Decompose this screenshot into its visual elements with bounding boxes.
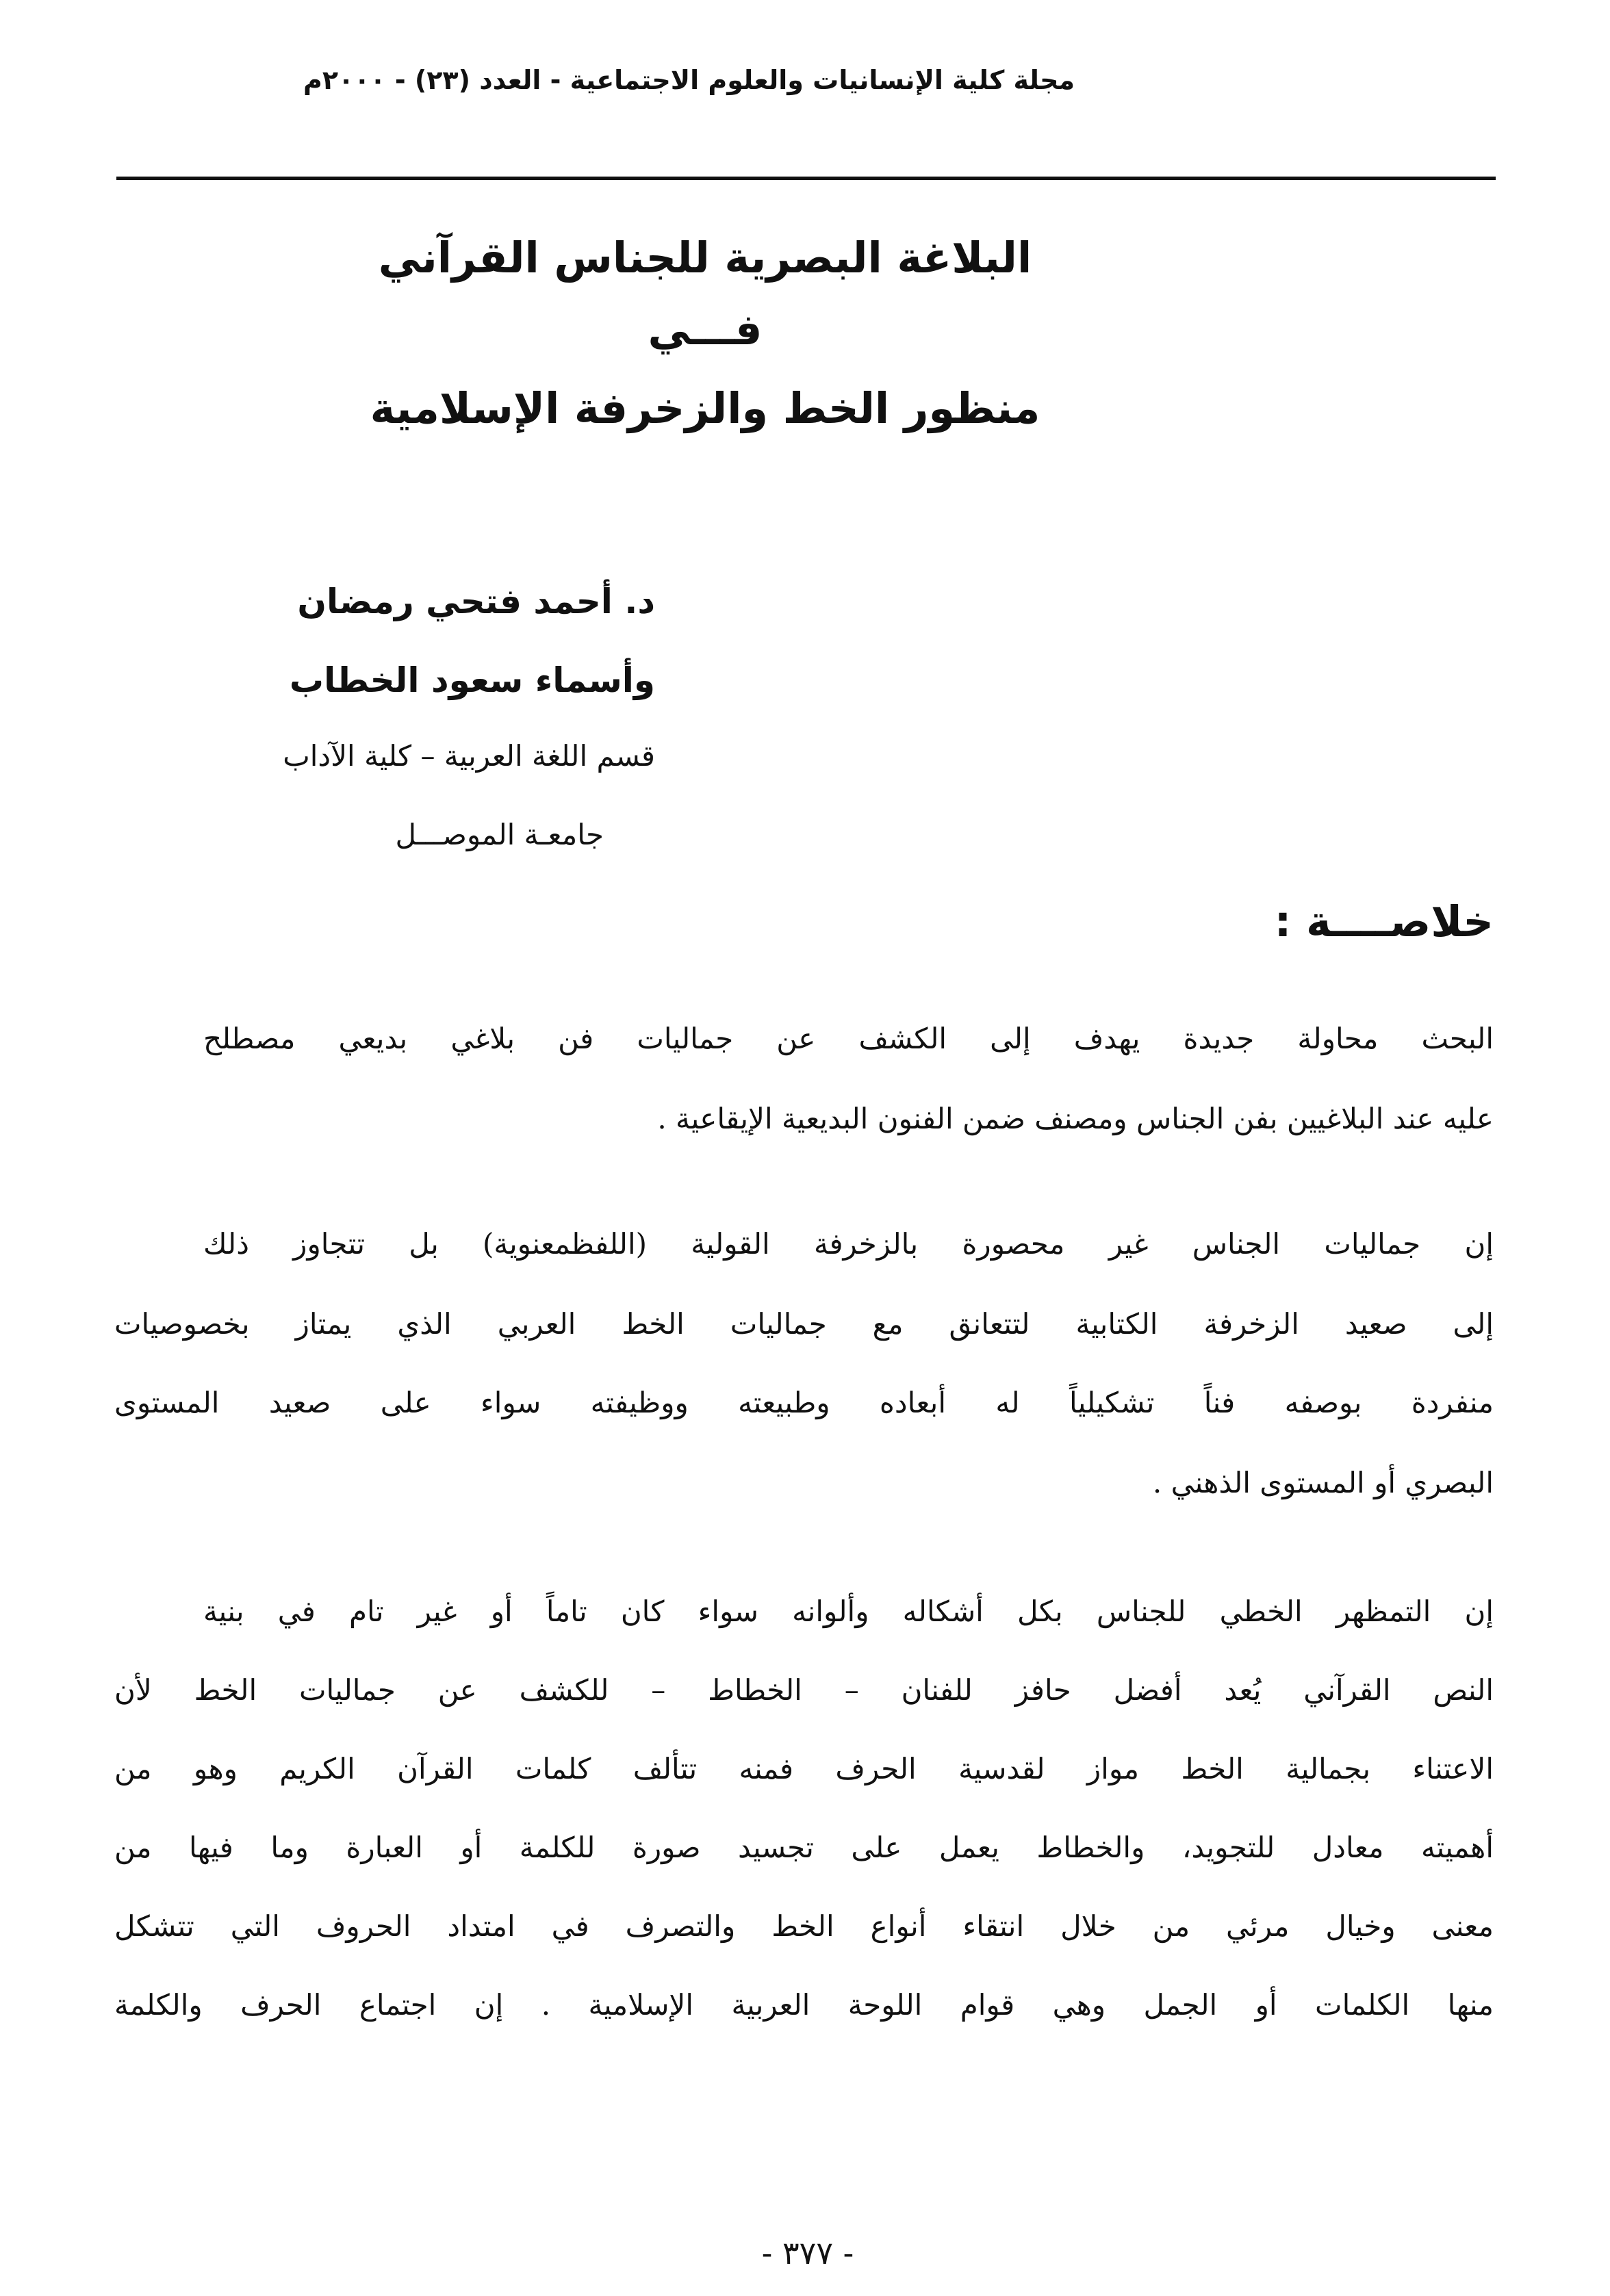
abstract-line: معنى وخيال مرئي من خلال انتقاء أنواع الخط والتصرف في امتداد الحروف التي تتشكل [114, 1909, 1494, 1943]
author-university: جامعـة الموصـــل [395, 818, 604, 851]
title-line-2: فـــي [648, 305, 763, 354]
abstract-line: إلى صعيد الزخرفة الكتابية لتتعانق مع جماليات الخط العربي الذي يمتاز بخصوصيات [114, 1307, 1494, 1341]
abstract-line: أهميته معادل للتجويد، والخطاط يعمل على تجسيد صورة للكلمة أو العبارة وما فيها من [114, 1831, 1494, 1864]
title-line-3: منظور الخط والزخرفة الإسلامية [370, 383, 1040, 433]
abstract-line: منفردة بوصفه فناً تشكيلياً له أبعاده وطبيعته ووظيفته سواء على صعيد المستوى [114, 1386, 1494, 1419]
abstract-heading: خلاصــــة : [1274, 897, 1494, 946]
abstract-line: النص القرآني يُعد أفضل حافز للفنان – الخطاط – للكشف عن جماليات الخط لأن [114, 1673, 1494, 1707]
abstract-line: الاعتناء بجمالية الخط مواز لقدسية الحرف فمنه تتألف كلمات القرآن الكريم وهو من [114, 1752, 1494, 1785]
author-department: قسم اللغة العربية – كلية الآداب [283, 739, 655, 773]
journal-header: مجلة كلية الإنسانيات والعلوم الاجتماعية - العدد (٢٣) - ٢٠٠٠م [303, 65, 1075, 95]
abstract-line: البحث محاولة جديدة يهدف إلى الكشف عن جماليات فن بلاغي بديعي مصطلح [203, 1022, 1494, 1055]
author-name-2: وأسماء سعود الخطاب [289, 660, 655, 700]
title-line-1: البلاغة البصرية للجناس القرآني [378, 233, 1032, 283]
abstract-line: عليه عند البلاغيين بفن الجناس ومصنف ضمن الفنون البديعية الإيقاعية . [657, 1102, 1494, 1135]
abstract-line: إن جماليات الجناس غير محصورة بالزخرفة القولية (اللفظمعنوية) بل تتجاوز ذلك [203, 1227, 1494, 1261]
abstract-line: البصري أو المستوى الذهني . [1152, 1466, 1494, 1499]
page-number: - ٣٧٧ - [761, 2234, 854, 2271]
abstract-line: منها الكلمات أو الجمل وهي قوام اللوحة العربية الإسلامية . إن اجتماع الحرف والكلمة [114, 1988, 1494, 2022]
header-rule [116, 177, 1496, 180]
abstract-line: إن التمظهر الخطي للجناس بكل أشكاله وألوانه سواء كان تاماً أو غير تام في بنية [203, 1595, 1494, 1628]
author-name-1: د. أحمد فتحي رمضان [297, 582, 655, 621]
